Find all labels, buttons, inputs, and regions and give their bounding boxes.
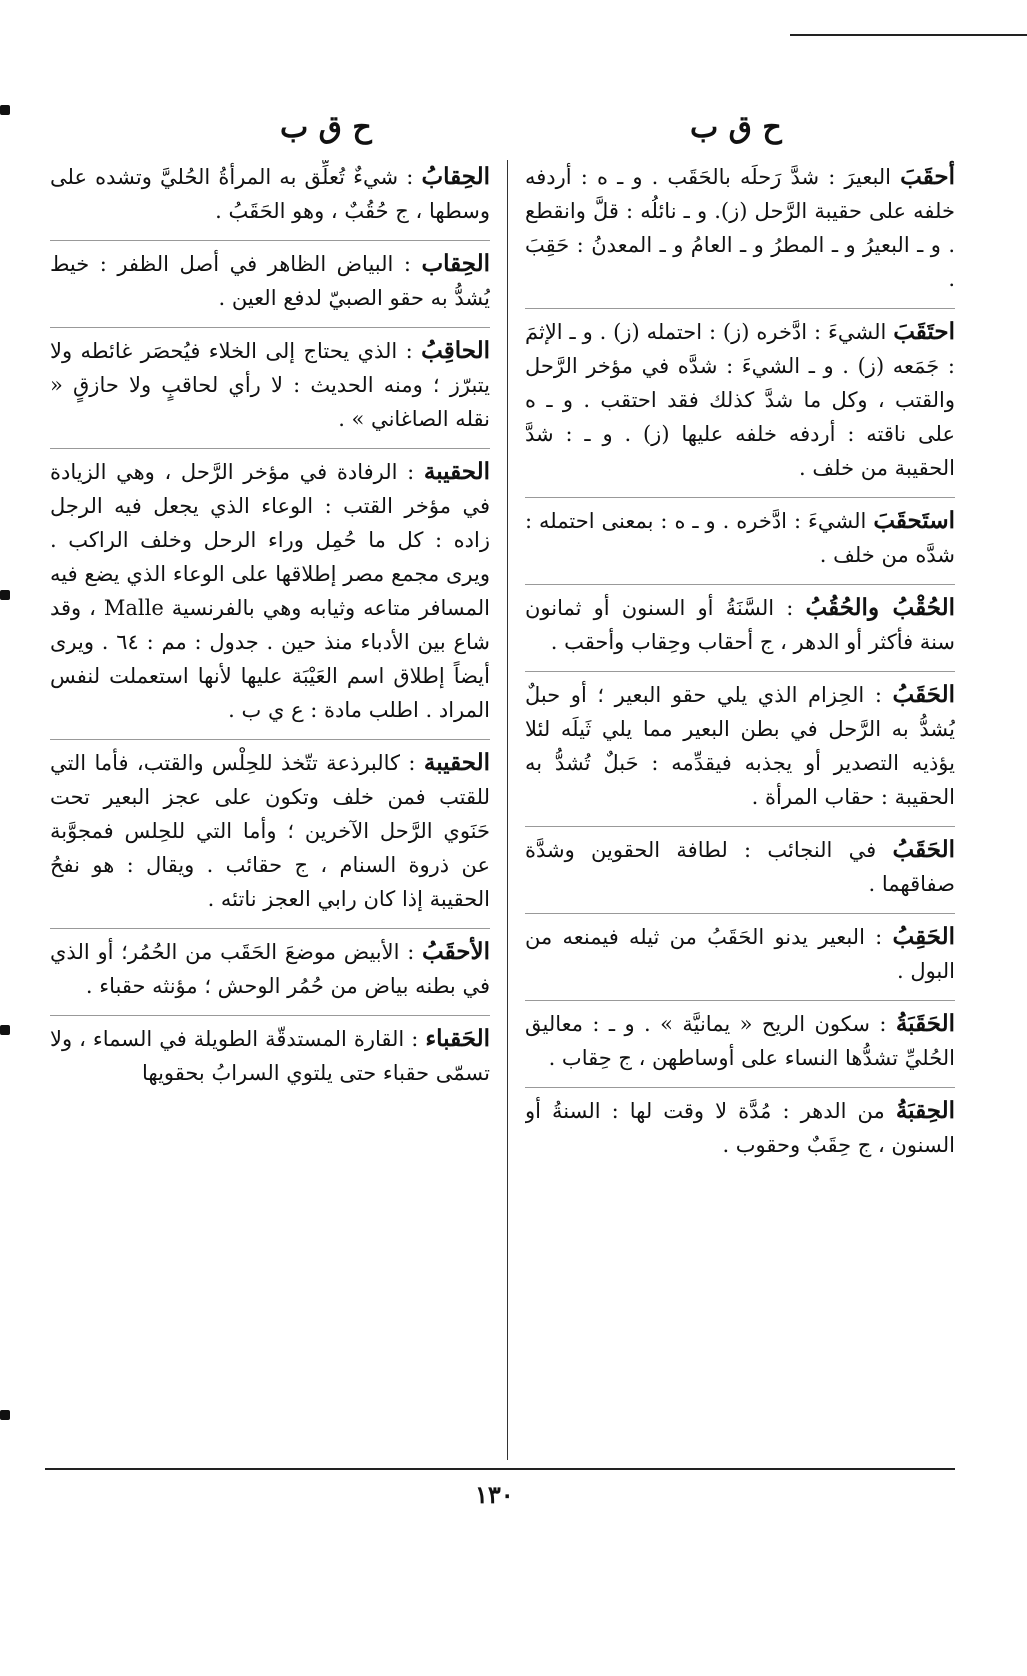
entry-headword: الحَقَبُ — [892, 681, 955, 708]
entry-text: : السَّنَةُ أو السنون أو ثمانون سنة فأكثر أو الدهر ، ج أحقاب وحِقاب وأحقب . — [525, 596, 955, 654]
entry-headword: الحُقْبُ والحُقُبُ — [805, 594, 955, 621]
entry — [50, 739, 490, 916]
running-header-right: ح ق ب — [690, 110, 782, 145]
entry — [50, 240, 490, 315]
entry — [525, 308, 955, 485]
entry-text: : شيءٌ تُعلِّق به المرأةُ الحُليَّ وتشده على وسطها ، ج حُقُبٌ ، وهو الحَقَبُ . — [50, 165, 490, 223]
entry-text: البعيرَ : شدَّ رَحلَه بالحَقَب . و ـ ه : أردفه خلفه على حقيبة الرَّحل (ز). و ـ نائلُه : قلَّ وانقطع . و ـ البعيرُ و ـ المطرُ و ـ العامُ و ـ المعدنُ : حَقِبَ . — [525, 165, 955, 291]
right-column — [525, 160, 955, 1470]
entry-headword: الأحقَبُ — [422, 938, 490, 965]
entry-headword: الحِقابُ — [421, 163, 490, 190]
entry — [525, 913, 955, 988]
entry-headword: أحقَبَ — [900, 163, 955, 190]
margin-mark — [0, 590, 10, 600]
entry-headword: احتَقَبَ — [893, 318, 955, 345]
entry-text: : البعير يدنو الحَقَبُ من ثيله فيمنعه من البول . — [525, 925, 955, 983]
entry-headword: الحاقِبُ — [421, 337, 490, 364]
entry-headword: الحِقبَةُ — [895, 1097, 955, 1124]
entry-text: من الدهر : مُدَّة لا وقت لها : السنةُ أو السنون ، ج حِقَبٌ وحقوب . — [525, 1099, 955, 1157]
top-rule — [790, 34, 1027, 36]
entry-headword: الحَقَبُ — [892, 836, 955, 863]
bottom-rule — [45, 1468, 955, 1470]
entry — [50, 928, 490, 1003]
left-column — [50, 160, 490, 1470]
entry — [525, 826, 955, 901]
running-header-left: ح ق ب — [280, 110, 372, 145]
page-number: ١٣٠ — [475, 1480, 514, 1509]
entry-text: الشيءَ : ادَّخره (ز) : احتمله (ز) . و ـ الإثمَ : جَمَعه (ز) . و ـ الشيءَ : شدَّه في مؤخر الرَّحل والقتب ، وكل ما شدَّ كذلك فقد احتقب . و ـ ه على ناقته : أردفه خلفه عليها (ز) . و ـ : شدَّ الحقيبة من خلف . — [525, 320, 955, 480]
entry — [525, 584, 955, 659]
entry — [525, 1000, 955, 1075]
entry — [50, 1015, 490, 1090]
entry-headword: الحقيبة — [423, 458, 490, 485]
margin-mark — [0, 105, 10, 115]
entry-headword: الحقيبة — [423, 749, 490, 776]
entry — [525, 671, 955, 814]
margin-mark — [0, 1410, 10, 1420]
entry-headword: الحَقباء — [425, 1025, 490, 1052]
entry-text: في النجائب : لطافة الحقوين وشدَّة صفاقهما . — [525, 838, 955, 896]
entry-text: : الأبيض موضعَ الحَقَب من الحُمُر؛ أو الذي في بطنه بياض من حُمُر الوحش ؛ مؤنثه حقباء . — [50, 940, 490, 998]
entry-text: : سكون الريح « يمانيَّة » . و ـ : معاليق الحُليِّ تشدُّها النساء على أوساطهن ، ج حِقاب . — [525, 1012, 955, 1070]
margin-mark — [0, 1025, 10, 1035]
entry — [50, 327, 490, 436]
entry-headword: الحَقِبُ — [892, 923, 955, 950]
column-divider — [507, 160, 508, 1460]
entry-text: : الحِزام الذي يلي حقو البعير ؛ أو حبلٌ يُشدُّ به الرَّحل في بطن البعير مما يلي ثَيلَه لئلا يؤذيه التصدير أو يجذبه فيقدِّمه : حَبلٌ تُشدُّ به الحقيبة : حقاب المرأة . — [525, 683, 955, 809]
entry-text: : البياض الظاهر في أصل الظفر : خيط يُشدُّ به حقو الصبيّ لدفع العين . — [50, 252, 490, 310]
entry — [525, 160, 955, 296]
entry — [525, 1087, 955, 1162]
entry — [525, 497, 955, 572]
entry — [50, 448, 490, 727]
entry-text: الشيءَ : ادَّخره . و ـ ه : بمعنى احتمله : شدَّه من خلف . — [525, 509, 955, 567]
entry-headword: الحِقاب — [421, 250, 490, 277]
entry-text: : الرفادة في مؤخر الرَّحل ، وهي الزيادة في مؤخر القتب : الوعاء الذي يجعل فيه الرجل زاده : كل ما حُمِل وراء الرحل وخلف الراكب . ويرى مجمع مصر إطلاقها على الوعاء الذي يضع فيه المسافر متاعه وثيابه وهي بالفرنسية Malle ، وقد شاع بين الأدباء منذ حين . جدول : مم : ٦٤ . ويرى أيضاً إطلاق اسم العَيْبَة عليها لأنها استعملت لنفس المراد . اطلب مادة : ع ي ب . — [50, 460, 490, 722]
entry-text: : كالبرذعة تتّخذ للحِلْس والقتب، فأما التي للقتب فمن خلف وتكون على عجز البعير تحت حَنَوي الرَّحل الآخرين ؛ وأما التي للحِلس فمجوَّبة عن ذروة السنام ، ج حقائب . ويقال : هو نفحُ الحقيبة إذا كان رابي العجز ناتئه . — [50, 751, 490, 911]
entry-text: : القارة المستدقّة الطويلة في السماء ، ولا تسمّى حقباء حتى يلتوي السرابُ بحقويها — [50, 1027, 490, 1085]
entry-text: : الذي يحتاج إلى الخلاء فيُحصَر غائطه ولا يتبرّز ؛ ومنه الحديث : لا رأي لحاقبٍ ولا حازقٍ « نقله الصاغاني » . — [50, 339, 490, 431]
entry-headword: استَحقَبَ — [873, 507, 955, 534]
entry-headword: الحَقَبَةُ — [895, 1010, 955, 1037]
entry — [50, 160, 490, 228]
